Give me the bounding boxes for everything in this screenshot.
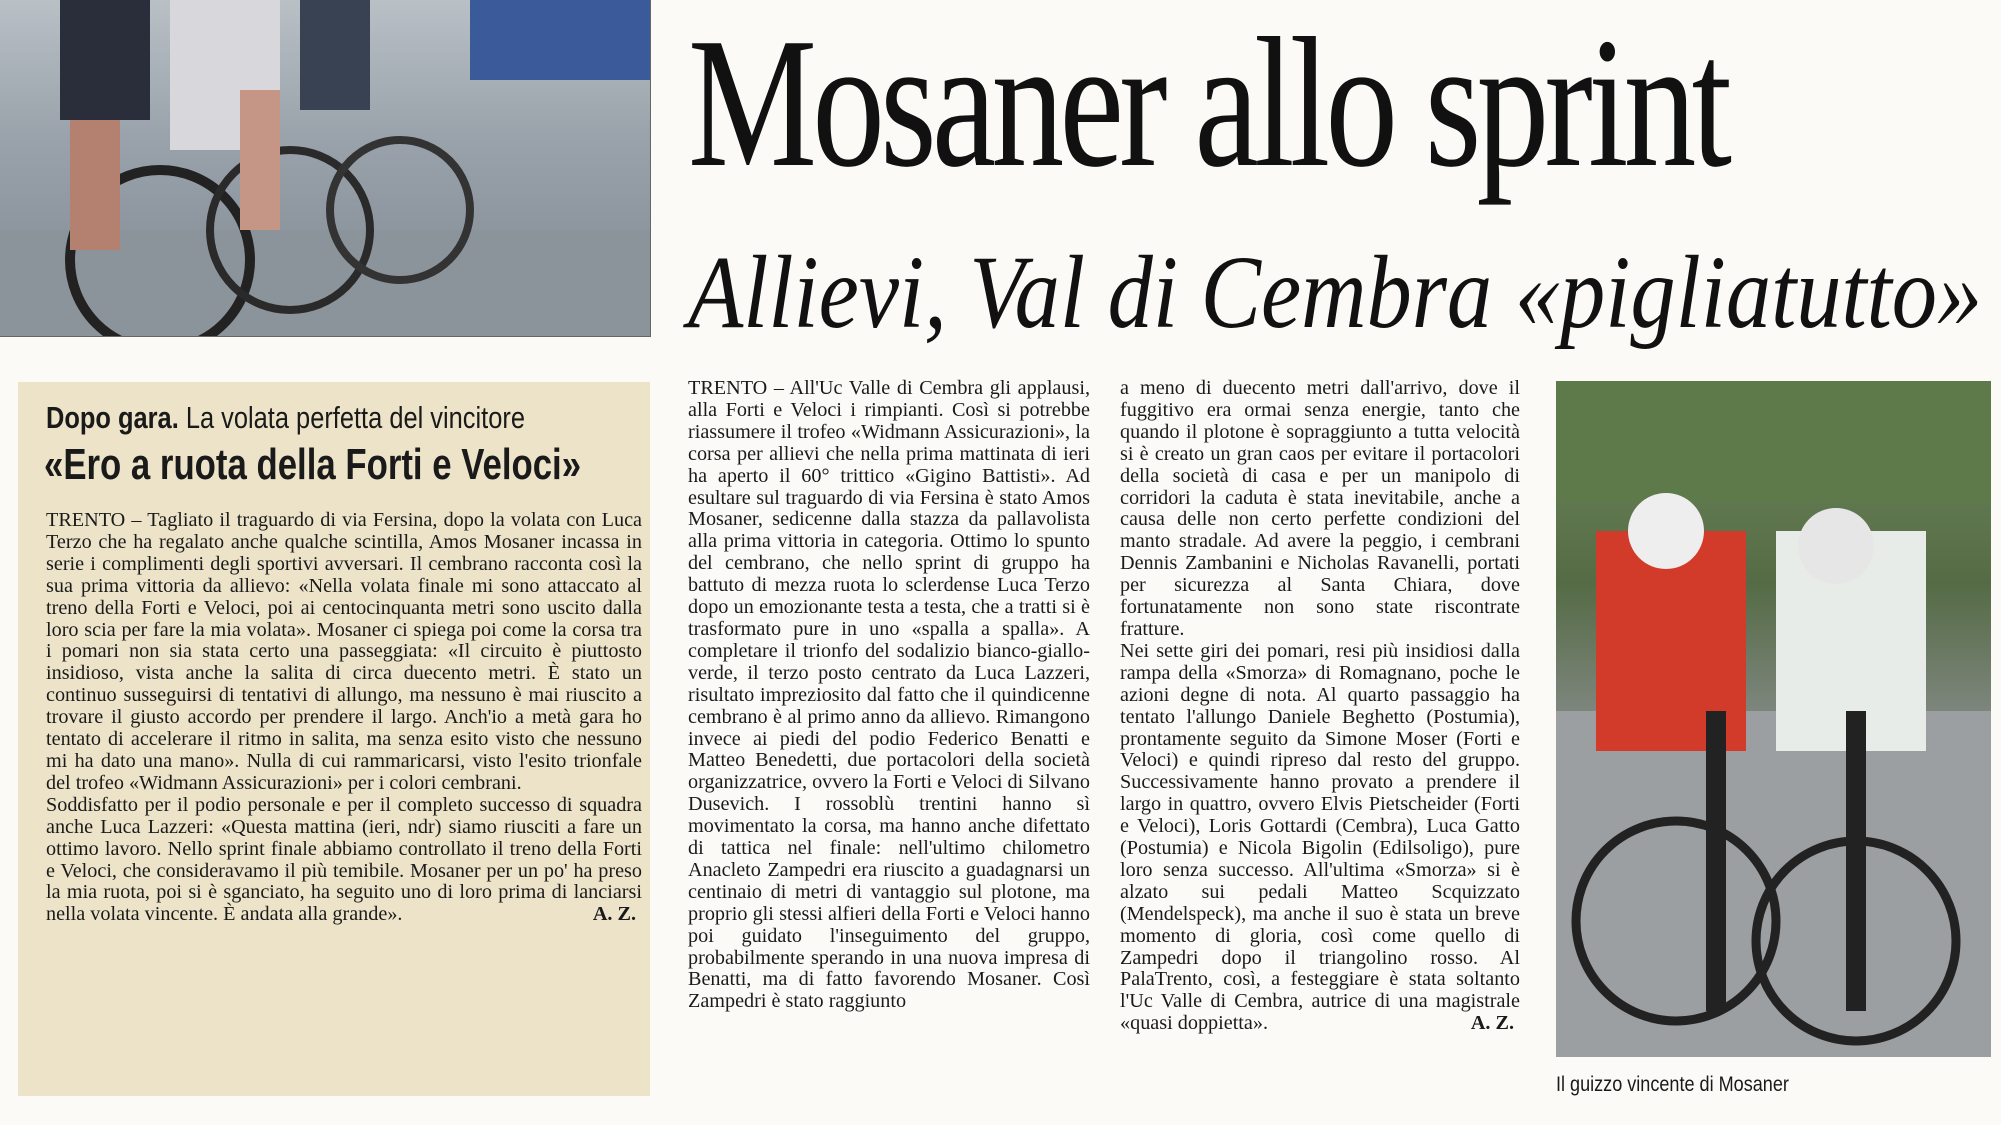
cyclists-sprint-photo — [1556, 381, 1991, 1057]
article-column-2 — [1120, 378, 1520, 1035]
article-byline: A. Z. — [1470, 1012, 1514, 1035]
article-paragraph: Nei sette giri dei pomari, resi più insidiosi dalla rampa della «Smorza» di Romagnano, poche le azioni degne di nota. Al quarto passaggio ha tentato l'allungo Daniele Beghetto (Postumia), prontamente seguito da Simone Moser (Forti e Veloci) e quindi ripreso dal resto del gruppo. Successivamente hanno provato a prendere il largo in quattro, ovvero Elvis Pietscheider (Forti e Veloci), Loris Gottardi (Cembra), Luca Gatto (Postumia) e Nicola Bigolin (Edilsoligo), pure loro senza successo. All'ultima «Smorza» si è alzato sui pedali Matteo Scquizzato (Mendelspeck), ma anche il suo è stata un breve momento di gloria, così come quello di Zampedri dopo il triangolino rosso. Al PalaTrento, così, a festeggiare è stata soltanto l'Uc Valle di Cembra, autrice di una magistrale «quasi doppietta». A. Z. — [1120, 639, 1520, 1035]
subheadline: Allievi, Val di Cembra «pigliatutto» — [688, 235, 1983, 350]
photo-caption: Il guizzo vincente di Mosaner — [1556, 1073, 1789, 1096]
sidebar-kicker — [46, 400, 525, 436]
sidebar-byline: A. Z. — [592, 903, 636, 926]
sidebar-box — [18, 382, 650, 1096]
article-column-1 — [688, 378, 1090, 1013]
sidebar-kicker-text: La volata perfetta del vincitore — [178, 400, 525, 435]
cyclists-photo-top — [0, 0, 651, 337]
sidebar-paragraph: TRENTO – Tagliato il traguardo di via Fersina, dopo la volata con Luca Terzo che ha regalato anche qualche scintilla, Amos Mosaner incassa in serie i complimenti degli sportivi avversari. Il cembrano racconta così la sua prima vittoria da allievo: «Nella volata finale mi sono attaccato al treno della Forti e Veloci, poi ai centocinquanta metri sono uscito dalla loro scia per fare la mia volata». Mosaner ci spiega poi come la corsa tra i pomari non sia stata certo una passeggiata: «Il circuito è piuttosto insidioso, vista anche la salita di circa duecento metri. È stato un continuo susseguirsi di tentativi di allungo, ma nessuno è mai riuscito a trovare il giusto accordo per prendere il largo. Anch'io a metà gara ho tentato di accelerare il ritmo in salita, ma senza esito visto che nessuno mi ha dato una mano». Nulla di cui rammaricarsi, visto l'esito trionfale del trofeo «Widmann Assicurazioni» per i colori cembrani. — [46, 509, 642, 794]
headline: Mosaner allo sprint — [688, 0, 1728, 206]
sidebar-body — [46, 510, 642, 926]
sidebar-title: «Ero a ruota della Forti e Veloci» — [44, 440, 582, 489]
sidebar-paragraph: Soddisfatto per il podio personale e per il completo successo di squadra anche Luca Lazzeri: «Questa mattina (ieri, ndr) siamo riusciti a fare un ottimo lavoro. Nello sprint finale abbiamo controllato il treno della Forti e Veloci, che consideravamo il più temibile. Mosaner per un po' ha preso la mia ruota, poi si è sganciato, ha seguito uno di loro prima di lanciarsi nella volata vincente. È andata alla grande». A. Z. — [46, 793, 642, 926]
article-paragraph: a meno di duecento metri dall'arrivo, dove il fuggitivo era ormai senza energie, tanto che quando il plotone è sopraggiunto a tutta velocità si è creato un gran caos per evitare il portacolori della società di casa e per un manipolo di corridori la caduta è stata inevitabile, anche a causa delle non certo perfette condizioni del manto stradale. Ad avere la peggio, i cembrani Dennis Zambanini e Nicholas Ravanelli, portati per sicurezza al Santa Chiara, dove fortunatamente non sono state riscontrate fratture. — [1120, 377, 1520, 640]
sidebar-kicker-bold: Dopo gara. — [46, 400, 179, 435]
article-paragraph: TRENTO – All'Uc Valle di Cembra gli applausi, alla Forti e Veloci i rimpianti. Così si potrebbe riassumere il trofeo «Widmann Assicurazioni», la corsa per allievi che nella prima mattinata di ieri ha aperto il 60° trittico «Gigino Battisti». Ad esultare sul traguardo di via Fersina è stato Amos Mosaner, sedicenne dalla stazza da pallavolista alla prima vittoria in categoria. Ottimo lo spunto del cembrano, che nello sprint di gruppo ha battuto di mezza ruota lo sclerdense Luca Terzo dopo un emozionante testa a testa, che a tratti si è trasformato pure in uno «spalla a spalla». A completare il trionfo del sodalizio bianco-giallo-verde, il terzo posto centrato da Luca Lazzeri, risultato impreziosito dal fatto che il quindicenne cembrano è al primo anno da allievo. Rimangono invece ai piedi del podio Federico Benatti e Matteo Benedetti, due portacolori della società organizzatrice, ovvero la Forti e Veloci di Silvano Dusevich. I rossoblù trentini hanno sì movimentato la corsa, ma hanno anche difettato di tattica nel finale: nell'ultimo chilometro Anacleto Zampedri era riuscito a guadagnarsi un centinaio di metri di vantaggio sul plotone, ma proprio gli stessi alfieri della Forti e Veloci hanno poi guidato l'inseguimento del gruppo, probabilmente sperando in una nuova impresa di Benatti, ma di fatto favorendo Mosaner. Così Zampedri è stato raggiunto — [688, 377, 1090, 1013]
